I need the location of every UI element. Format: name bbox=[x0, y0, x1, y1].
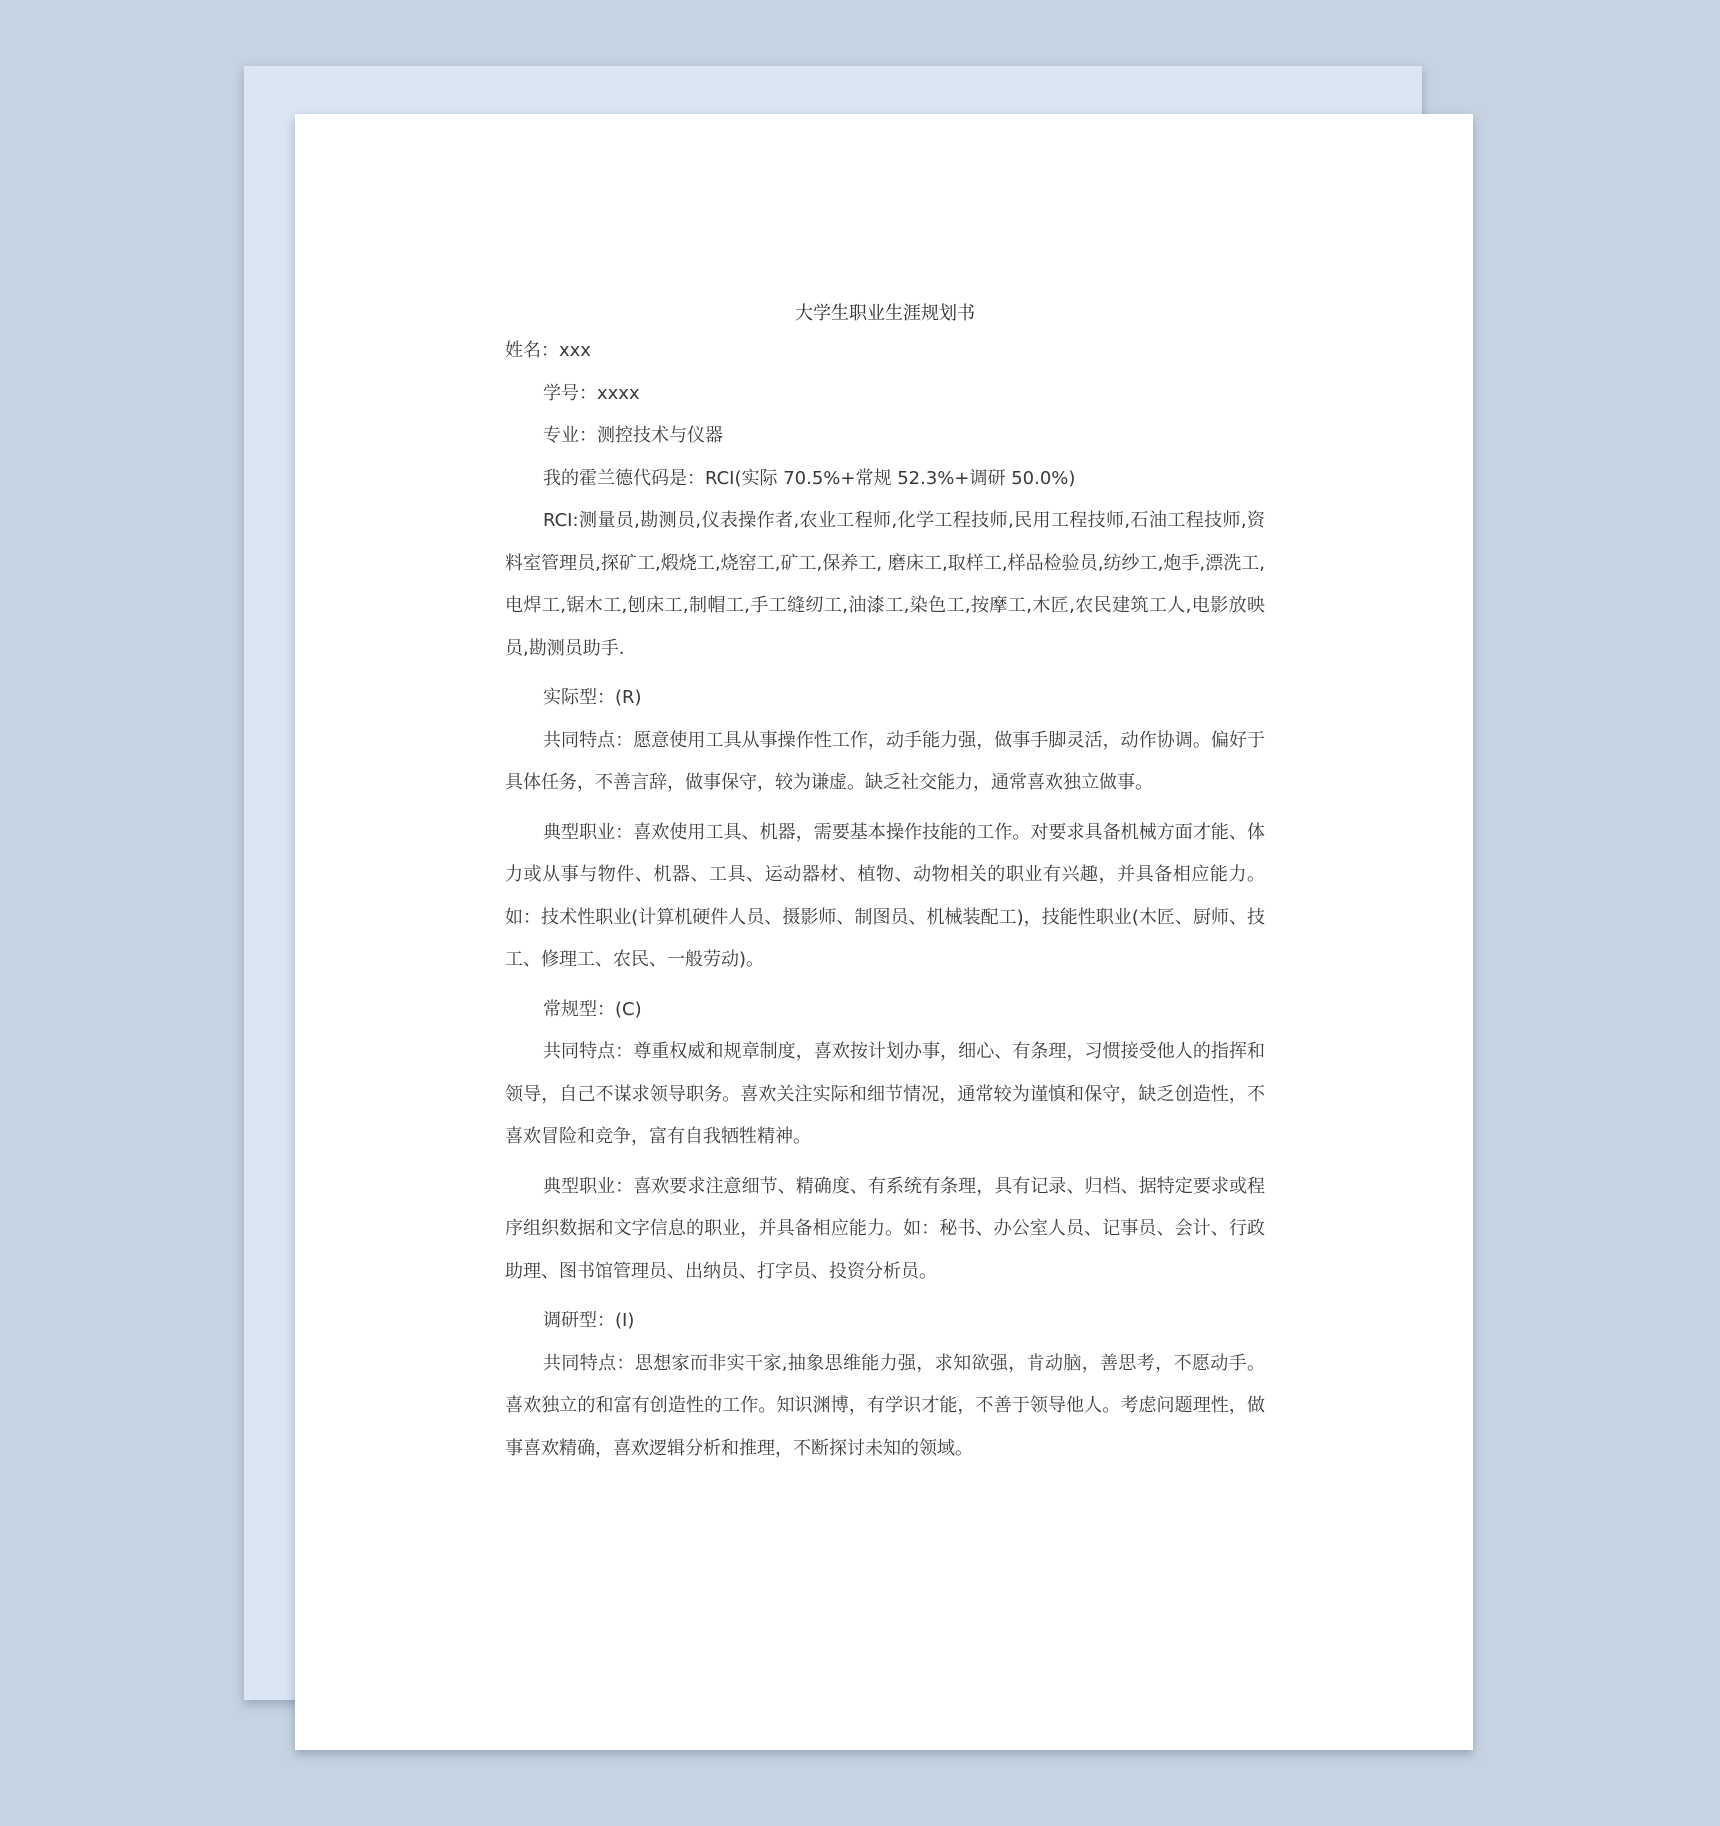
investigative-traits-paragraph: 共同特点：思想家而非实干家,抽象思维能力强，求知欲强，肯动脑，善思考，不愿动手。喜欢独立的和富有创造性的工作。知识渊博，有学识才能，不善于领导他人。考虑问题理性，做事喜欢精确，喜欢逻辑分析和推理，不断探讨未知的领域。 bbox=[505, 1352, 1265, 1459]
conventional-traits-paragraph: 共同特点：尊重权威和规章制度，喜欢按计划办事，细心、有条理，习惯接受他人的指挥和领导，自己不谋求领导职务。喜欢关注实际和细节情况，通常较为谨慎和保守，缺乏创造性，不喜欢冒险和竞争，富有自我牺牲精神。 bbox=[505, 1041, 1265, 1147]
major-line: 专业：测控技术与仪器 bbox=[543, 425, 723, 446]
holland-code-line: 我的霍兰德代码是：RCI(实际 70.5%+常规 52.3%+调研 50.0%) bbox=[543, 467, 1076, 489]
realistic-heading: 实际型：(R) bbox=[543, 687, 642, 708]
document-title: 大学生职业生涯规划书 bbox=[795, 303, 975, 324]
conventional-jobs-paragraph: 典型职业：喜欢要求注意细节、精确度、有系统有条理，具有记录、归档、据特定要求或程序组织数据和文字信息的职业，并具备相应能力。如：秘书、办公室人员、记事员、会计、行政助理、图书馆管理员、出纳员、打字员、投资分析员。 bbox=[505, 1175, 1265, 1282]
investigative-heading: 调研型：(I) bbox=[543, 1310, 635, 1331]
rci-occupations-paragraph: RCI:测量员,勘测员,仪表操作者,农业工程师,化学工程技师,民用工程技师,石油工程技师,资料室管理员,探矿工,煅烧工,烧窑工,矿工,保养工, 磨床工,取样工,样品检验员,纺纱工,炮手,漂洗工,电焊工,锯木工,刨床工,制帽工,手工缝纫工,油漆工,染色工,按摩工,木匠,农民建筑工人,电影放映员,勘测员助手. bbox=[505, 510, 1265, 659]
student-id-line: 学号：xxxx bbox=[543, 382, 640, 404]
name-line: 姓名：xxx bbox=[505, 340, 591, 361]
document-body bbox=[505, 298, 1265, 1477]
realistic-traits-paragraph: 共同特点：愿意使用工具从事操作性工作，动手能力强，做事手脚灵活，动作协调。偏好于具体任务，不善言辞，做事保守，较为谦虚。缺乏社交能力，通常喜欢独立做事。 bbox=[505, 729, 1265, 793]
realistic-jobs-paragraph: 典型职业：喜欢使用工具、机器，需要基本操作技能的工作。对要求具备机械方面才能、体力或从事与物件、机器、工具、运动器材、植物、动物相关的职业有兴趣，并具备相应能力。如：技术性职业(计算机硬件人员、摄影师、制图员、机械装配工)，技能性职业(木匠、厨师、技工、修理工、农民、一般劳动)。 bbox=[505, 821, 1265, 970]
conventional-heading: 常规型：(C) bbox=[543, 998, 642, 1020]
